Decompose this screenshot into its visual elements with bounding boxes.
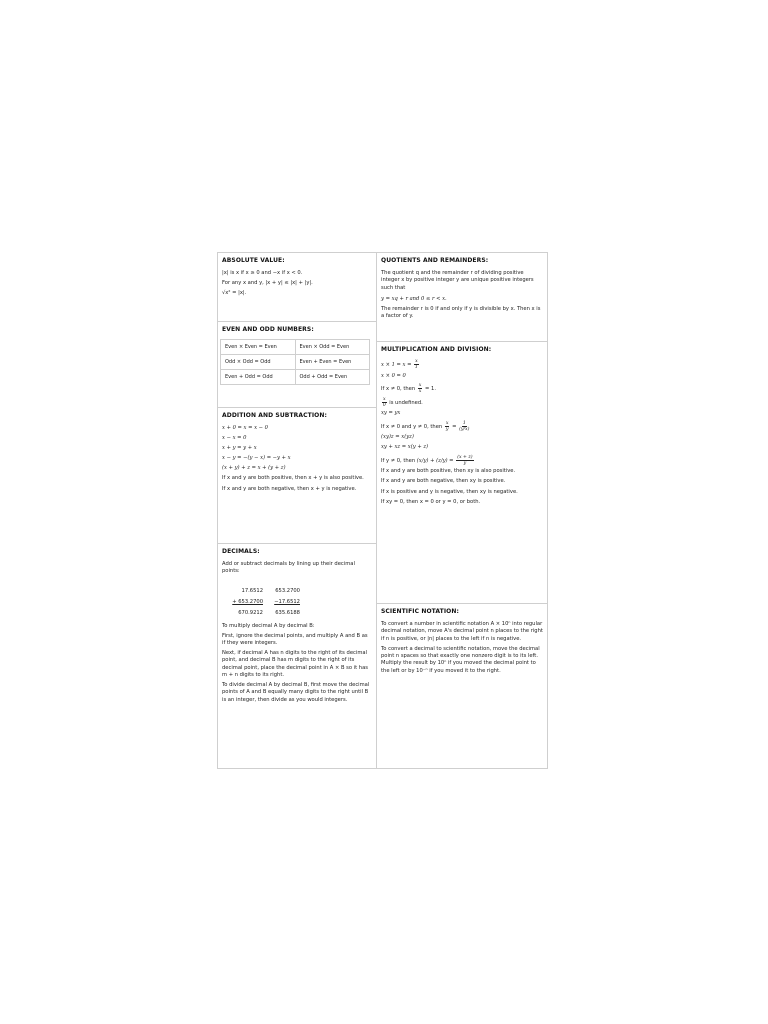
abs-line-1: |x| is x if x ≥ 0 and −x if x < 0. [222, 270, 303, 276]
scientific-paragraph: To convert a decimal to scientific notation, move the decimal point n spaces so that exactly one nonzero digit is to its left. Multiply the result by 10ⁿ if you moved the decimal point to the left or by 10⁻ⁿ if you moved it to the right. [381, 645, 540, 674]
table-row [221, 370, 370, 385]
scientific-paragraph: To convert a number in scientific notation A × 10ⁿ into regular decimal notation, move A's decimal point n places to the right if n is positive, or |n| places to the left if n is negative. [381, 621, 543, 642]
fraction [382, 397, 387, 408]
mult-line: xy = yx [381, 410, 401, 417]
mult-line: If x and y are both negative, then xy is positive. [381, 478, 506, 485]
mult-text: = [452, 423, 457, 430]
table-cell: Odd × Odd = Odd [221, 355, 296, 370]
decimals-intro: Add or subtract decimals by lining up their decimal points: [222, 561, 355, 575]
addition-line: x − y = −(y − x) = −y + x [222, 455, 291, 462]
mult-text: x × 1 = x = [381, 362, 412, 368]
decimal-value: + 653.2700 [232, 598, 263, 605]
math-reference-sheet [217, 252, 548, 769]
mult-line [381, 397, 543, 408]
quotients-formula: y = xq + r and 0 ≤ r < x. [381, 295, 447, 302]
abs-line-2: For any x and y, |x + y| ≤ |x| + |y|. [222, 280, 313, 287]
multiplication-division-section [377, 341, 547, 587]
section-heading: ABSOLUTE VALUE: [222, 257, 285, 264]
mult-line [381, 359, 543, 370]
addition-line: If x and y are both negative, then x + y is negative. [222, 485, 357, 492]
mult-text: If x ≠ 0, then [381, 385, 416, 392]
numerator: 1 [462, 420, 466, 426]
mult-text: (x/y) + (z/y) = [416, 457, 454, 464]
decimals-section [218, 543, 376, 768]
table-cell: Even + Odd = Odd [221, 370, 296, 385]
mult-line: (xy)z = x(yz) [381, 434, 414, 441]
decimal-value: 670.9212 [238, 609, 263, 616]
absolute-value-section [218, 253, 376, 321]
section-heading: DECIMALS: [222, 548, 260, 555]
decimal-addition-example [232, 588, 372, 617]
addition-line: If x and y are both positive, then x + y is also positive. [222, 475, 364, 482]
decimals-paragraph: To multiply decimal A by decimal B: [222, 622, 315, 629]
addition-line: x + y = y + x [222, 445, 257, 452]
decimal-value: 635.6188 [275, 609, 300, 616]
decimal-row [232, 610, 372, 617]
section-heading: SCIENTIFIC NOTATION: [381, 608, 459, 615]
decimals-paragraph: First, ignore the decimal points, and multiply A and B as if they were integers. [222, 632, 368, 646]
table-cell: Even × Odd = Even [295, 340, 370, 355]
fraction [418, 383, 423, 394]
addition-line: (x + y) + z = x + (y + z) [222, 465, 286, 472]
mult-line [381, 455, 543, 466]
even-odd-section [218, 321, 376, 407]
mult-text: If y ≠ 0, then [381, 457, 416, 464]
fraction [445, 421, 450, 432]
numerator: x [415, 359, 418, 364]
addition-subtraction-section [218, 407, 376, 543]
denominator: y [445, 426, 449, 432]
table-row [221, 340, 370, 355]
table-row [221, 355, 370, 370]
fraction [456, 455, 473, 466]
numerator: (x + z) [457, 454, 473, 460]
quotients-paragraph: The quotient q and the remainder r of dividing positive integer x by positive integer y are unique positive integers such that [381, 270, 534, 291]
denominator: y [463, 460, 467, 466]
mult-line [381, 383, 543, 394]
section-heading: EVEN AND ODD NUMBERS: [222, 326, 314, 333]
decimal-value: 653.2700 [275, 587, 300, 594]
mult-text: = 1. [425, 385, 436, 392]
section-heading: ADDITION AND SUBTRACTION: [222, 412, 327, 419]
even-odd-table [220, 339, 370, 385]
decimal-row [232, 599, 372, 606]
mult-line: If xy = 0, then x = 0 or y = 0, or both. [381, 498, 481, 505]
denominator: 0 [382, 402, 386, 408]
numerator: x [383, 396, 386, 402]
mult-line: xy + xz = x(y + z) [381, 444, 429, 451]
mult-line: If x and y are both positive, then xy is also positive. [381, 468, 516, 475]
table-cell: Even × Even = Even [221, 340, 296, 355]
numerator: x [418, 382, 422, 388]
decimals-paragraph: Next, if decimal A has n digits to the right of its decimal point, and decimal B has m digits to the right of its decimal point, place the decimal point in A × B so it has m + n digits to its right. [222, 650, 368, 678]
fraction [459, 421, 469, 432]
addition-line: x + 0 = x = x − 0 [222, 425, 268, 431]
quotients-paragraph: The remainder r is 0 if and only if y is divisible by x. Then x is a factor of y. [381, 305, 541, 320]
mult-line [381, 421, 543, 432]
mult-text: is undefined. [389, 399, 423, 406]
denominator: 1 [414, 365, 418, 370]
scientific-notation-section [377, 603, 547, 768]
fraction [414, 359, 419, 370]
mult-line: If x is positive and y is negative, then xy is negative. [381, 488, 518, 495]
denominator: (y/x) [459, 426, 470, 432]
table-cell: Odd + Odd = Even [295, 370, 370, 385]
left-column [218, 253, 377, 768]
section-heading: MULTIPLICATION AND DIVISION: [381, 346, 492, 353]
mult-line: x × 0 = 0 [381, 372, 406, 379]
denominator: x [418, 388, 422, 394]
decimals-paragraph: To divide decimal A by decimal B, first move the decimal points of A and B equally many digits to the right until B is an integer, then divide as you would integers. [222, 682, 370, 703]
decimal-value: −17.6512 [274, 598, 300, 605]
decimal-row [232, 588, 372, 595]
abs-line-3: √x² = |x|. [222, 290, 247, 297]
right-column [377, 253, 547, 768]
addition-line: x − x = 0 [222, 435, 247, 442]
decimal-value: 17.6512 [241, 587, 263, 594]
quotients-section [377, 253, 547, 341]
numerator: x [445, 420, 449, 426]
section-heading: QUOTIENTS AND REMAINDERS: [381, 257, 489, 264]
table-cell: Even + Even = Even [295, 355, 370, 370]
mult-text: If x ≠ 0 and y ≠ 0, then [381, 423, 443, 430]
